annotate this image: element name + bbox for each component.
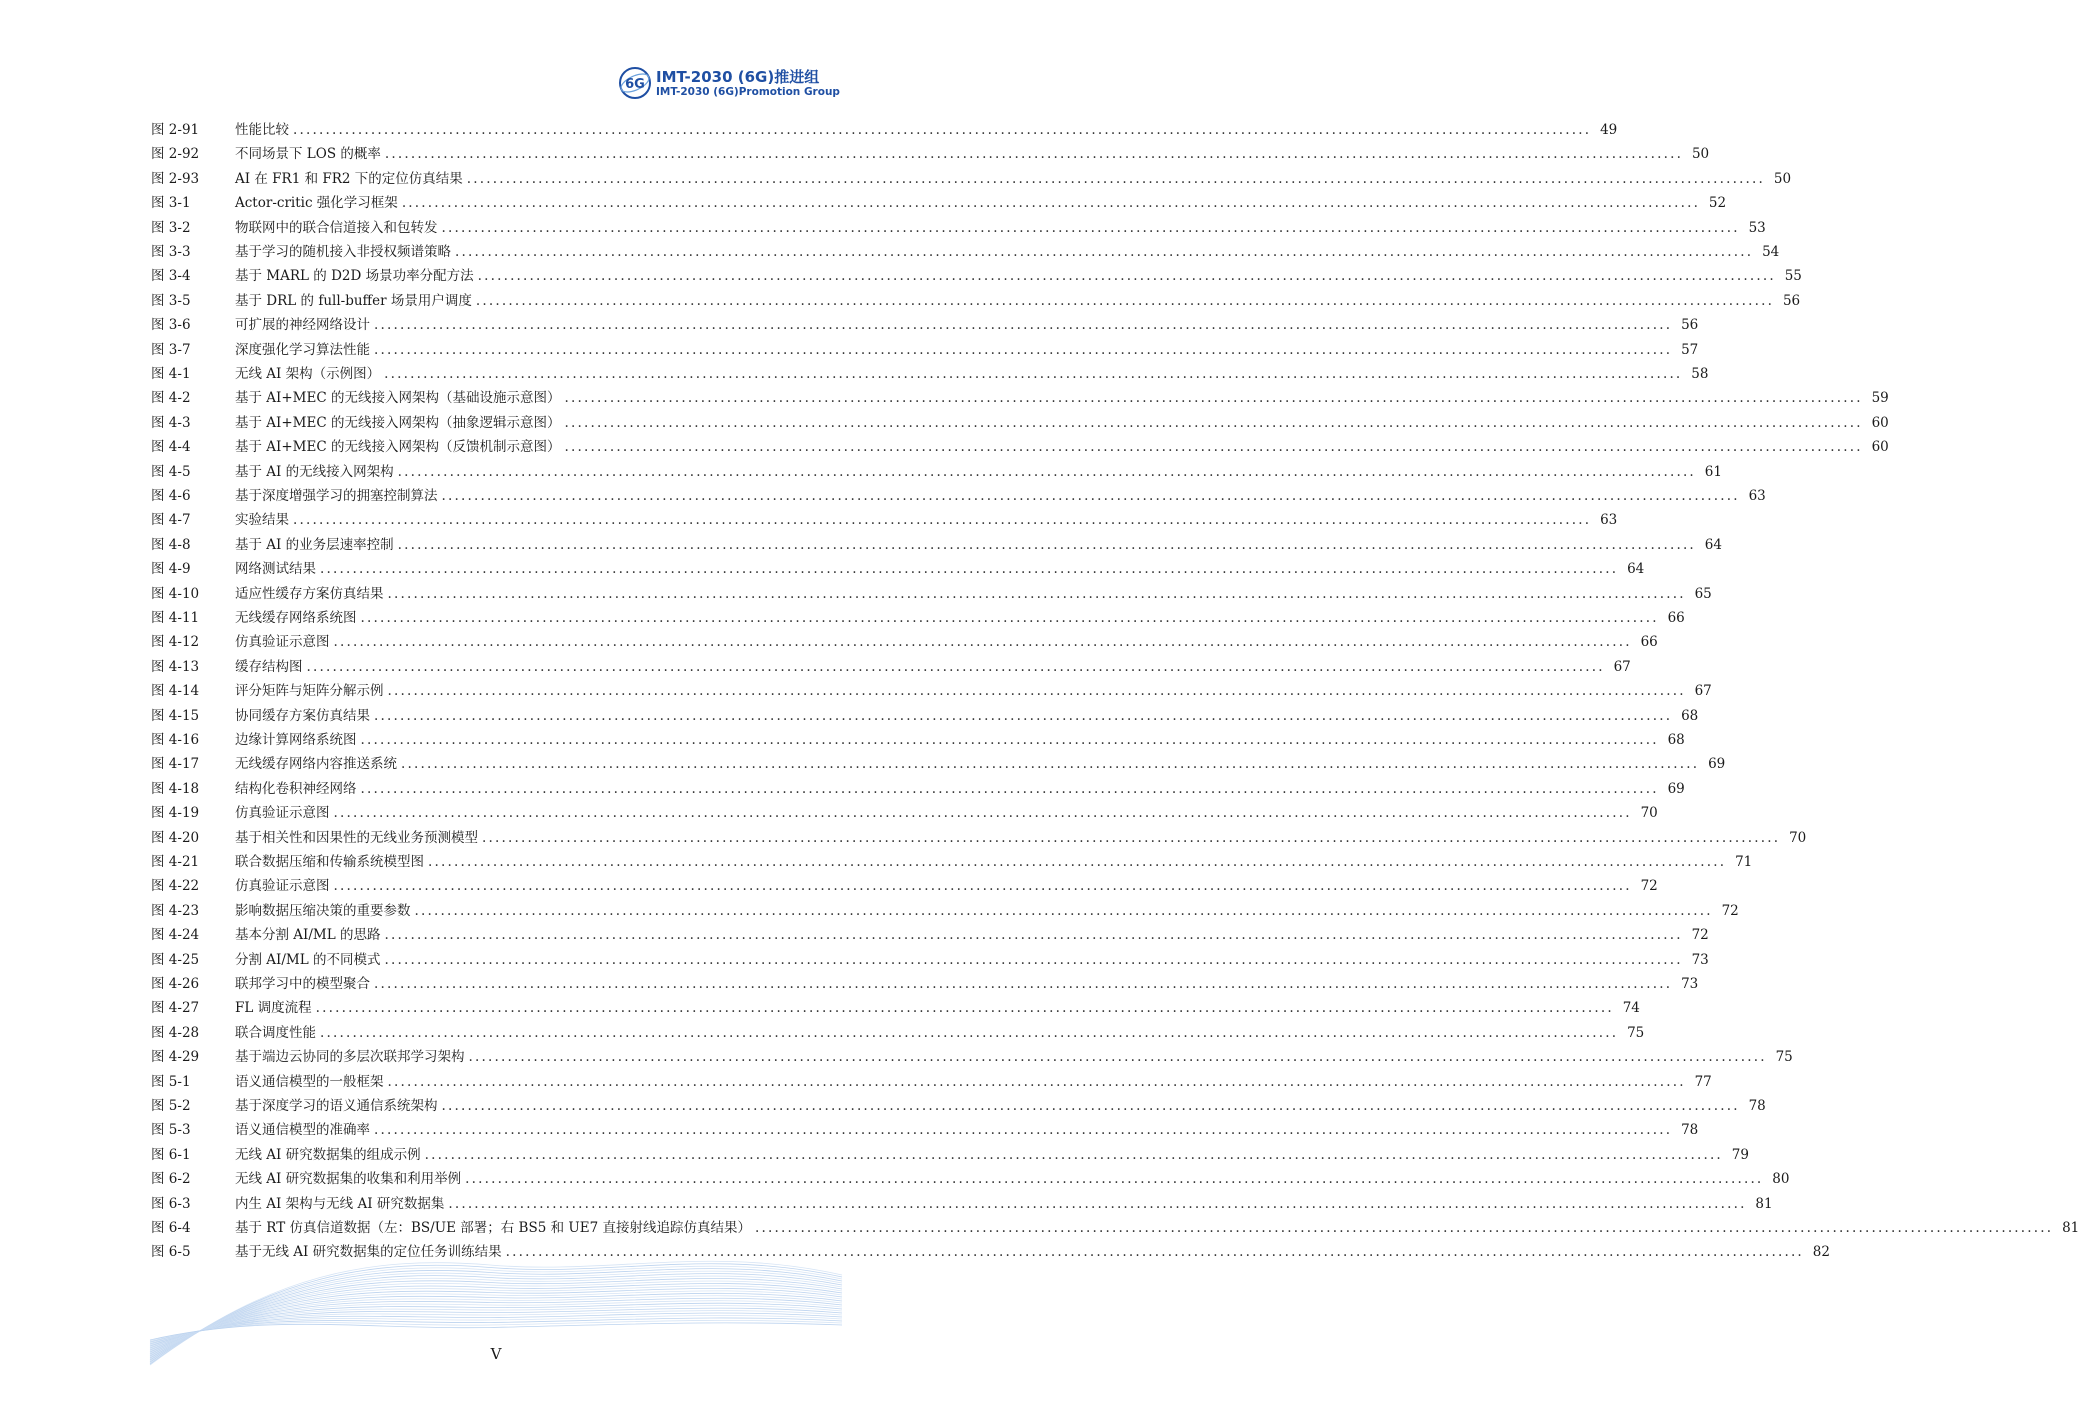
dot-leader: ........................................................................................................................................................................................................: [384, 951, 1683, 968]
figure-list-entry[interactable]: [151, 923, 1709, 947]
figure-number: 图 4-3: [151, 414, 191, 431]
figure-title: 实验结果: [235, 512, 289, 529]
figure-number: 图 6-1: [151, 1146, 191, 1163]
figure-page-number: 52: [1708, 195, 1727, 212]
dot-leader: ........................................................................................................................................................................................................: [374, 317, 1673, 334]
figure-title: 缓存结构图: [235, 658, 303, 675]
figure-list-entry[interactable]: [151, 240, 1780, 264]
figure-number: 图 6-4: [151, 1220, 191, 1236]
figure-title: 结构化卷积神经网络: [235, 780, 357, 797]
logo-text: 6G: [625, 77, 645, 92]
figure-title: 无线 AI 研究数据集的收集和利用举例: [235, 1171, 462, 1188]
figure-list-entry[interactable]: [151, 411, 1889, 435]
dot-leader: ........................................................................................................................................................................................................: [360, 732, 1659, 748]
figure-list-entry[interactable]: [151, 484, 1766, 508]
figure-list-entry[interactable]: [151, 1143, 1749, 1167]
figure-page-number: 67: [1613, 658, 1631, 675]
figure-page-number: 75: [1627, 1024, 1645, 1041]
figure-page-number: 55: [1784, 268, 1802, 285]
figure-title: 基于学习的随机接入非授权频谱策略: [235, 244, 451, 260]
figure-number: 图 4-23: [151, 902, 200, 919]
figure-page-number: 72: [1691, 927, 1709, 944]
figure-list-entry[interactable]: [151, 850, 1753, 874]
figure-title: 基于端边云协同的多层次联邦学习架构: [235, 1049, 465, 1066]
dot-leader: ........................................................................................................................................................................................................: [333, 805, 1632, 822]
figure-number: 图 4-22: [151, 878, 200, 895]
figure-title: 不同场景下 LOS 的概率: [235, 146, 381, 163]
figure-title: 基于 MARL 的 D2D 场景功率分配方法: [235, 268, 474, 285]
figure-title: Actor-critic 强化学习框架: [235, 195, 398, 212]
figure-list-entry[interactable]: [151, 1240, 1830, 1264]
figure-number: 图 4-11: [151, 610, 200, 626]
figure-page-number: 50: [1773, 170, 1792, 187]
figure-page-number: 53: [1748, 219, 1766, 236]
dot-leader: ........................................................................................................................................................................................................: [315, 1000, 1614, 1017]
figure-title: 基于 DRL 的 full-buffer 场景用户调度: [235, 292, 472, 309]
figure-number: 图 5-2: [151, 1098, 191, 1114]
dot-leader: ........................................................................................................................................................................................................: [387, 1073, 1686, 1090]
figure-list-entry[interactable]: [151, 508, 1618, 532]
figure-number: 图 4-24: [151, 927, 200, 944]
figure-number: 图 4-2: [151, 390, 191, 407]
figure-title: 基于无线 AI 研究数据集的定位任务训练结果: [235, 1244, 502, 1261]
dot-leader: ........................................................................................................................................................................................................: [455, 244, 1754, 260]
dot-leader: ........................................................................................................................................................................................................: [424, 1146, 1723, 1163]
figure-list-entry[interactable]: [151, 142, 1710, 166]
figure-list-entry[interactable]: [151, 1070, 1712, 1094]
figure-page-number: 66: [1640, 634, 1658, 651]
figure-list-entry[interactable]: [151, 362, 1709, 386]
figure-title: 内生 AI 架构与无线 AI 研究数据集: [235, 1195, 445, 1212]
figure-number: 图 4-29: [151, 1049, 200, 1066]
figure-title: 无线缓存网络系统图: [235, 610, 357, 626]
figure-title: 协同缓存方案仿真结果: [235, 707, 370, 724]
figure-title: 仿真验证示意图: [235, 878, 330, 895]
dot-leader: ........................................................................................................................................................................................................: [333, 634, 1632, 651]
figure-page-number: 69: [1708, 756, 1726, 773]
dot-leader: ........................................................................................................................................................................................................: [397, 536, 1696, 553]
figure-list-entry[interactable]: [151, 118, 1618, 142]
figure-title: 网络测试结果: [235, 561, 316, 578]
figure-page-number: 70: [1789, 829, 1807, 846]
figure-title: FL 调度流程: [235, 1000, 312, 1017]
figure-list-entry[interactable]: [151, 752, 1726, 776]
figure-page-number: 65: [1694, 585, 1712, 602]
dot-leader: ........................................................................................................................................................................................................: [397, 463, 1696, 480]
figure-title: 基于深度学习的语义通信系统架构: [235, 1098, 438, 1114]
figure-number: 图 2-91: [151, 122, 200, 138]
figure-title: 分割 AI/ML 的不同模式: [235, 951, 381, 968]
figure-page-number: 78: [1748, 1098, 1766, 1114]
figure-page-number: 56: [1681, 317, 1699, 334]
figure-page-number: 72: [1640, 878, 1658, 895]
figure-title: 基于 AI 的业务层速率控制: [235, 536, 394, 553]
figure-list-entry[interactable]: [151, 899, 1739, 923]
figure-number: 图 3-2: [151, 219, 191, 236]
figure-list-entry[interactable]: [151, 167, 1792, 191]
figure-number: 图 4-10: [151, 585, 200, 602]
figure-title: 无线 AI 研究数据集的组成示例: [235, 1146, 421, 1163]
figure-title: AI 在 FR1 和 FR2 下的定位仿真结果: [235, 170, 463, 187]
dot-leader: ........................................................................................................................................................................................................: [384, 366, 1683, 382]
dot-leader: ........................................................................................................................................................................................................: [387, 683, 1686, 700]
figure-number: 图 2-93: [151, 170, 200, 187]
dot-leader: ........................................................................................................................................................................................................: [387, 585, 1686, 602]
figure-list-entry[interactable]: [151, 704, 1699, 728]
brand-subtitle: IMT-2030 (6G)Promotion Group: [656, 86, 840, 98]
figure-page-number: 64: [1704, 536, 1722, 553]
figure-title: 基于 AI 的无线接入网架构: [235, 463, 394, 480]
figure-number: 图 2-92: [151, 146, 200, 163]
figure-title: 基于 AI+MEC 的无线接入网架构（反馈机制示意图）: [235, 439, 561, 456]
figure-number: 图 4-13: [151, 658, 200, 675]
dot-leader: ........................................................................................................................................................................................................: [441, 488, 1740, 504]
figure-number: 图 3-6: [151, 317, 191, 334]
figure-number: 图 4-20: [151, 829, 200, 846]
figure-number: 图 4-17: [151, 756, 200, 773]
figure-list-entry[interactable]: [151, 386, 1889, 410]
figure-title: 基于 RT 仿真信道数据（左：BS/UE 部署；右 BS5 和 UE7 直接射线追踪仿真结果）: [235, 1220, 751, 1236]
figure-page-number: 49: [1600, 122, 1618, 138]
figure-title: 基本分割 AI/ML 的思路: [235, 927, 381, 944]
figure-list-entry[interactable]: [151, 582, 1712, 606]
figure-title: 可扩展的神经网络设计: [235, 317, 370, 334]
figure-number: 图 4-7: [151, 512, 191, 529]
dot-leader: ........................................................................................................................................................................................................: [293, 122, 1592, 138]
figure-list-entry[interactable]: [151, 557, 1645, 581]
figure-list-entry[interactable]: [151, 460, 1722, 484]
dot-leader: ........................................................................................................................................................................................................: [475, 292, 1775, 309]
figure-page-number: 58: [1691, 366, 1709, 382]
figure-list-entry[interactable]: [151, 435, 1889, 459]
figure-list-entry[interactable]: [151, 1021, 1645, 1045]
figure-list-entry[interactable]: [151, 1045, 1793, 1069]
dot-leader: ........................................................................................................................................................................................................: [374, 707, 1673, 724]
dot-leader: ........................................................................................................................................................................................................: [333, 878, 1632, 895]
figure-page-number: 78: [1681, 1122, 1699, 1139]
figure-page-number: 81: [2062, 1220, 2079, 1236]
figure-number: 图 4-25: [151, 951, 200, 968]
dot-leader: ........................................................................................................................................................................................................: [306, 658, 1605, 675]
figure-number: 图 4-9: [151, 561, 191, 578]
figure-page-number: 68: [1681, 707, 1699, 724]
figure-list-entry[interactable]: [151, 289, 1801, 313]
figure-page-number: 75: [1775, 1049, 1793, 1066]
figure-number: 图 4-14: [151, 683, 200, 700]
figure-title: 边缘计算网络系统图: [235, 732, 357, 748]
figure-page-number: 60: [1871, 414, 1889, 431]
figure-page-number: 73: [1681, 976, 1699, 992]
figure-list-entry[interactable]: [151, 1118, 1699, 1142]
figure-page-number: 54: [1762, 244, 1780, 260]
figure-number: 图 4-19: [151, 805, 200, 822]
figure-title: 联邦学习中的模型聚合: [235, 976, 370, 992]
figure-title: 物联网中的联合信道接入和包转发: [235, 219, 438, 236]
page-number: V: [490, 1345, 502, 1363]
figure-list-entry[interactable]: [151, 874, 1658, 898]
figure-list-entry[interactable]: [151, 606, 1685, 630]
figure-page-number: 66: [1667, 610, 1685, 626]
figure-list-entry[interactable]: [151, 826, 1807, 850]
figure-page-number: 81: [1755, 1195, 1773, 1212]
figure-title: 语义通信模型的一般框架: [235, 1073, 384, 1090]
dot-leader: ........................................................................................................................................................................................................: [755, 1220, 2054, 1236]
dot-leader: ........................................................................................................................................................................................................: [384, 927, 1683, 944]
figure-number: 图 4-4: [151, 439, 191, 456]
figure-title: 基于深度增强学习的拥塞控制算法: [235, 488, 438, 504]
dot-leader: ........................................................................................................................................................................................................: [414, 902, 1713, 919]
dot-leader: ........................................................................................................................................................................................................: [401, 756, 1700, 773]
figure-list-entry[interactable]: [151, 630, 1658, 654]
dot-leader: ........................................................................................................................................................................................................: [401, 195, 1701, 212]
dot-leader: ........................................................................................................................................................................................................: [441, 1098, 1740, 1114]
figure-title: 基于相关性和因果性的无线业务预测模型: [235, 829, 478, 846]
figure-title: 无线缓存网络内容推送系统: [235, 756, 397, 773]
dot-leader: ........................................................................................................................................................................................................: [374, 1122, 1673, 1139]
figure-title: 评分矩阵与矩阵分解示例: [235, 683, 384, 700]
figure-number: 图 4-1: [151, 366, 191, 382]
figure-number: 图 4-12: [151, 634, 200, 651]
figure-title: 仿真验证示意图: [235, 805, 330, 822]
figure-number: 图 6-5: [151, 1244, 191, 1261]
figure-number: 图 3-4: [151, 268, 191, 285]
figure-page-number: 56: [1782, 292, 1801, 309]
figure-title: 仿真验证示意图: [235, 634, 330, 651]
figure-title: 无线 AI 架构（示例图）: [235, 366, 381, 382]
figure-title: 联合调度性能: [235, 1024, 316, 1041]
figure-page-number: 82: [1812, 1244, 1830, 1261]
figure-list-entry[interactable]: [151, 1192, 1773, 1216]
figure-list-entry[interactable]: [151, 264, 1802, 288]
figure-list-entry[interactable]: [151, 313, 1699, 337]
figure-number: 图 3-1: [151, 195, 191, 212]
dot-leader: ........................................................................................................................................................................................................: [441, 219, 1740, 236]
figure-number: 图 4-16: [151, 732, 200, 748]
figure-page-number: 63: [1748, 488, 1766, 504]
dot-leader: ........................................................................................................................................................................................................: [428, 854, 1727, 870]
figure-number: 图 4-6: [151, 488, 191, 504]
figure-number: 图 5-1: [151, 1073, 191, 1090]
figure-list-entry[interactable]: [151, 801, 1658, 825]
figure-number: 图 6-3: [151, 1195, 191, 1212]
wave-line: [150, 1323, 842, 1340]
figure-title: 基于 AI+MEC 的无线接入网架构（基础设施示意图）: [235, 390, 561, 407]
figure-number: 图 4-5: [151, 463, 191, 480]
figure-page-number: 50: [1691, 146, 1710, 163]
dot-leader: ........................................................................................................................................................................................................: [468, 1049, 1767, 1066]
figure-page-number: 61: [1704, 463, 1722, 480]
figure-list-entry[interactable]: [151, 216, 1766, 240]
figure-page-number: 80: [1772, 1171, 1790, 1188]
dot-leader: ........................................................................................................................................................................................................: [360, 610, 1659, 626]
figure-list-entry[interactable]: [151, 679, 1712, 703]
figure-list-entry[interactable]: [151, 948, 1709, 972]
figure-page-number: 71: [1735, 854, 1753, 870]
dot-leader: ........................................................................................................................................................................................................: [505, 1244, 1804, 1261]
figure-list-entry[interactable]: [151, 728, 1685, 752]
figure-list-entry[interactable]: [151, 1167, 1790, 1191]
dot-leader: ........................................................................................................................................................................................................: [477, 268, 1776, 285]
figure-list-entry[interactable]: [151, 338, 1699, 362]
figure-number: 图 3-5: [151, 292, 191, 309]
figure-number: 图 4-8: [151, 536, 191, 553]
header: [618, 66, 848, 102]
figure-list-entry[interactable]: [151, 655, 1631, 679]
figure-page-number: 60: [1871, 439, 1889, 456]
dot-leader: ........................................................................................................................................................................................................: [482, 829, 1781, 846]
figure-page-number: 72: [1721, 902, 1739, 919]
figure-page-number: 79: [1731, 1146, 1749, 1163]
figure-number: 图 3-7: [151, 341, 191, 358]
dot-leader: ........................................................................................................................................................................................................: [466, 170, 1766, 187]
figure-list-entry[interactable]: [151, 777, 1685, 801]
figure-page-number: 68: [1667, 732, 1685, 748]
figure-page-number: 64: [1627, 561, 1645, 578]
dot-leader: ........................................................................................................................................................................................................: [384, 146, 1684, 163]
figure-page-number: 77: [1694, 1073, 1712, 1090]
figure-number: 图 4-15: [151, 707, 200, 724]
dot-leader: ........................................................................................................................................................................................................: [448, 1195, 1747, 1212]
figure-page-number: 74: [1622, 1000, 1640, 1017]
figure-title: 语义通信模型的准确率: [235, 1122, 370, 1139]
figure-title: 影响数据压缩决策的重要参数: [235, 902, 411, 919]
figure-title: 联合数据压缩和传输系统模型图: [235, 854, 424, 870]
figure-list-entry[interactable]: [151, 191, 1727, 215]
dot-leader: ........................................................................................................................................................................................................: [564, 439, 1863, 456]
figure-list-entry[interactable]: [151, 972, 1699, 996]
figure-page-number: 70: [1640, 805, 1658, 822]
figure-number: 图 4-18: [151, 780, 200, 797]
figure-number: 图 4-27: [151, 1000, 200, 1017]
dot-leader: ........................................................................................................................................................................................................: [564, 390, 1863, 407]
figure-list-entry[interactable]: [151, 996, 1640, 1020]
figure-title: 基于 AI+MEC 的无线接入网架构（抽象逻辑示意图）: [235, 414, 561, 431]
figure-title: 适应性缓存方案仿真结果: [235, 585, 384, 602]
figure-list-entry[interactable]: [151, 533, 1722, 557]
figure-number: 图 5-3: [151, 1122, 191, 1139]
imt-2030-logo-icon: [618, 66, 652, 100]
dot-leader: ........................................................................................................................................................................................................: [374, 341, 1673, 358]
dot-leader: ........................................................................................................................................................................................................: [374, 976, 1673, 992]
figure-page-number: 67: [1694, 683, 1712, 700]
brand-title: IMT-2030 (6G)推进组: [656, 68, 820, 86]
figure-title: 深度强化学习算法性能: [235, 341, 370, 358]
dot-leader: ........................................................................................................................................................................................................: [320, 561, 1619, 578]
dot-leader: ........................................................................................................................................................................................................: [465, 1171, 1764, 1188]
dot-leader: ........................................................................................................................................................................................................: [564, 414, 1863, 431]
figure-page-number: 57: [1681, 341, 1699, 358]
figure-number: 图 3-3: [151, 244, 191, 260]
figure-number: 图 4-26: [151, 976, 200, 992]
dot-leader: ........................................................................................................................................................................................................: [320, 1024, 1619, 1041]
figure-list-entry[interactable]: [151, 1094, 1766, 1118]
dot-leader: ........................................................................................................................................................................................................: [293, 512, 1592, 529]
figure-list-entry[interactable]: [151, 1216, 2079, 1240]
figure-title: 性能比较: [235, 122, 289, 138]
dot-leader: ........................................................................................................................................................................................................: [360, 780, 1659, 797]
figure-number: 图 4-28: [151, 1024, 200, 1041]
figure-page-number: 69: [1667, 780, 1685, 797]
figure-number: 图 4-21: [151, 854, 200, 870]
figure-number: 图 6-2: [151, 1171, 191, 1188]
figure-page-number: 59: [1871, 390, 1889, 407]
figure-page-number: 63: [1600, 512, 1618, 529]
figure-page-number: 73: [1691, 951, 1709, 968]
